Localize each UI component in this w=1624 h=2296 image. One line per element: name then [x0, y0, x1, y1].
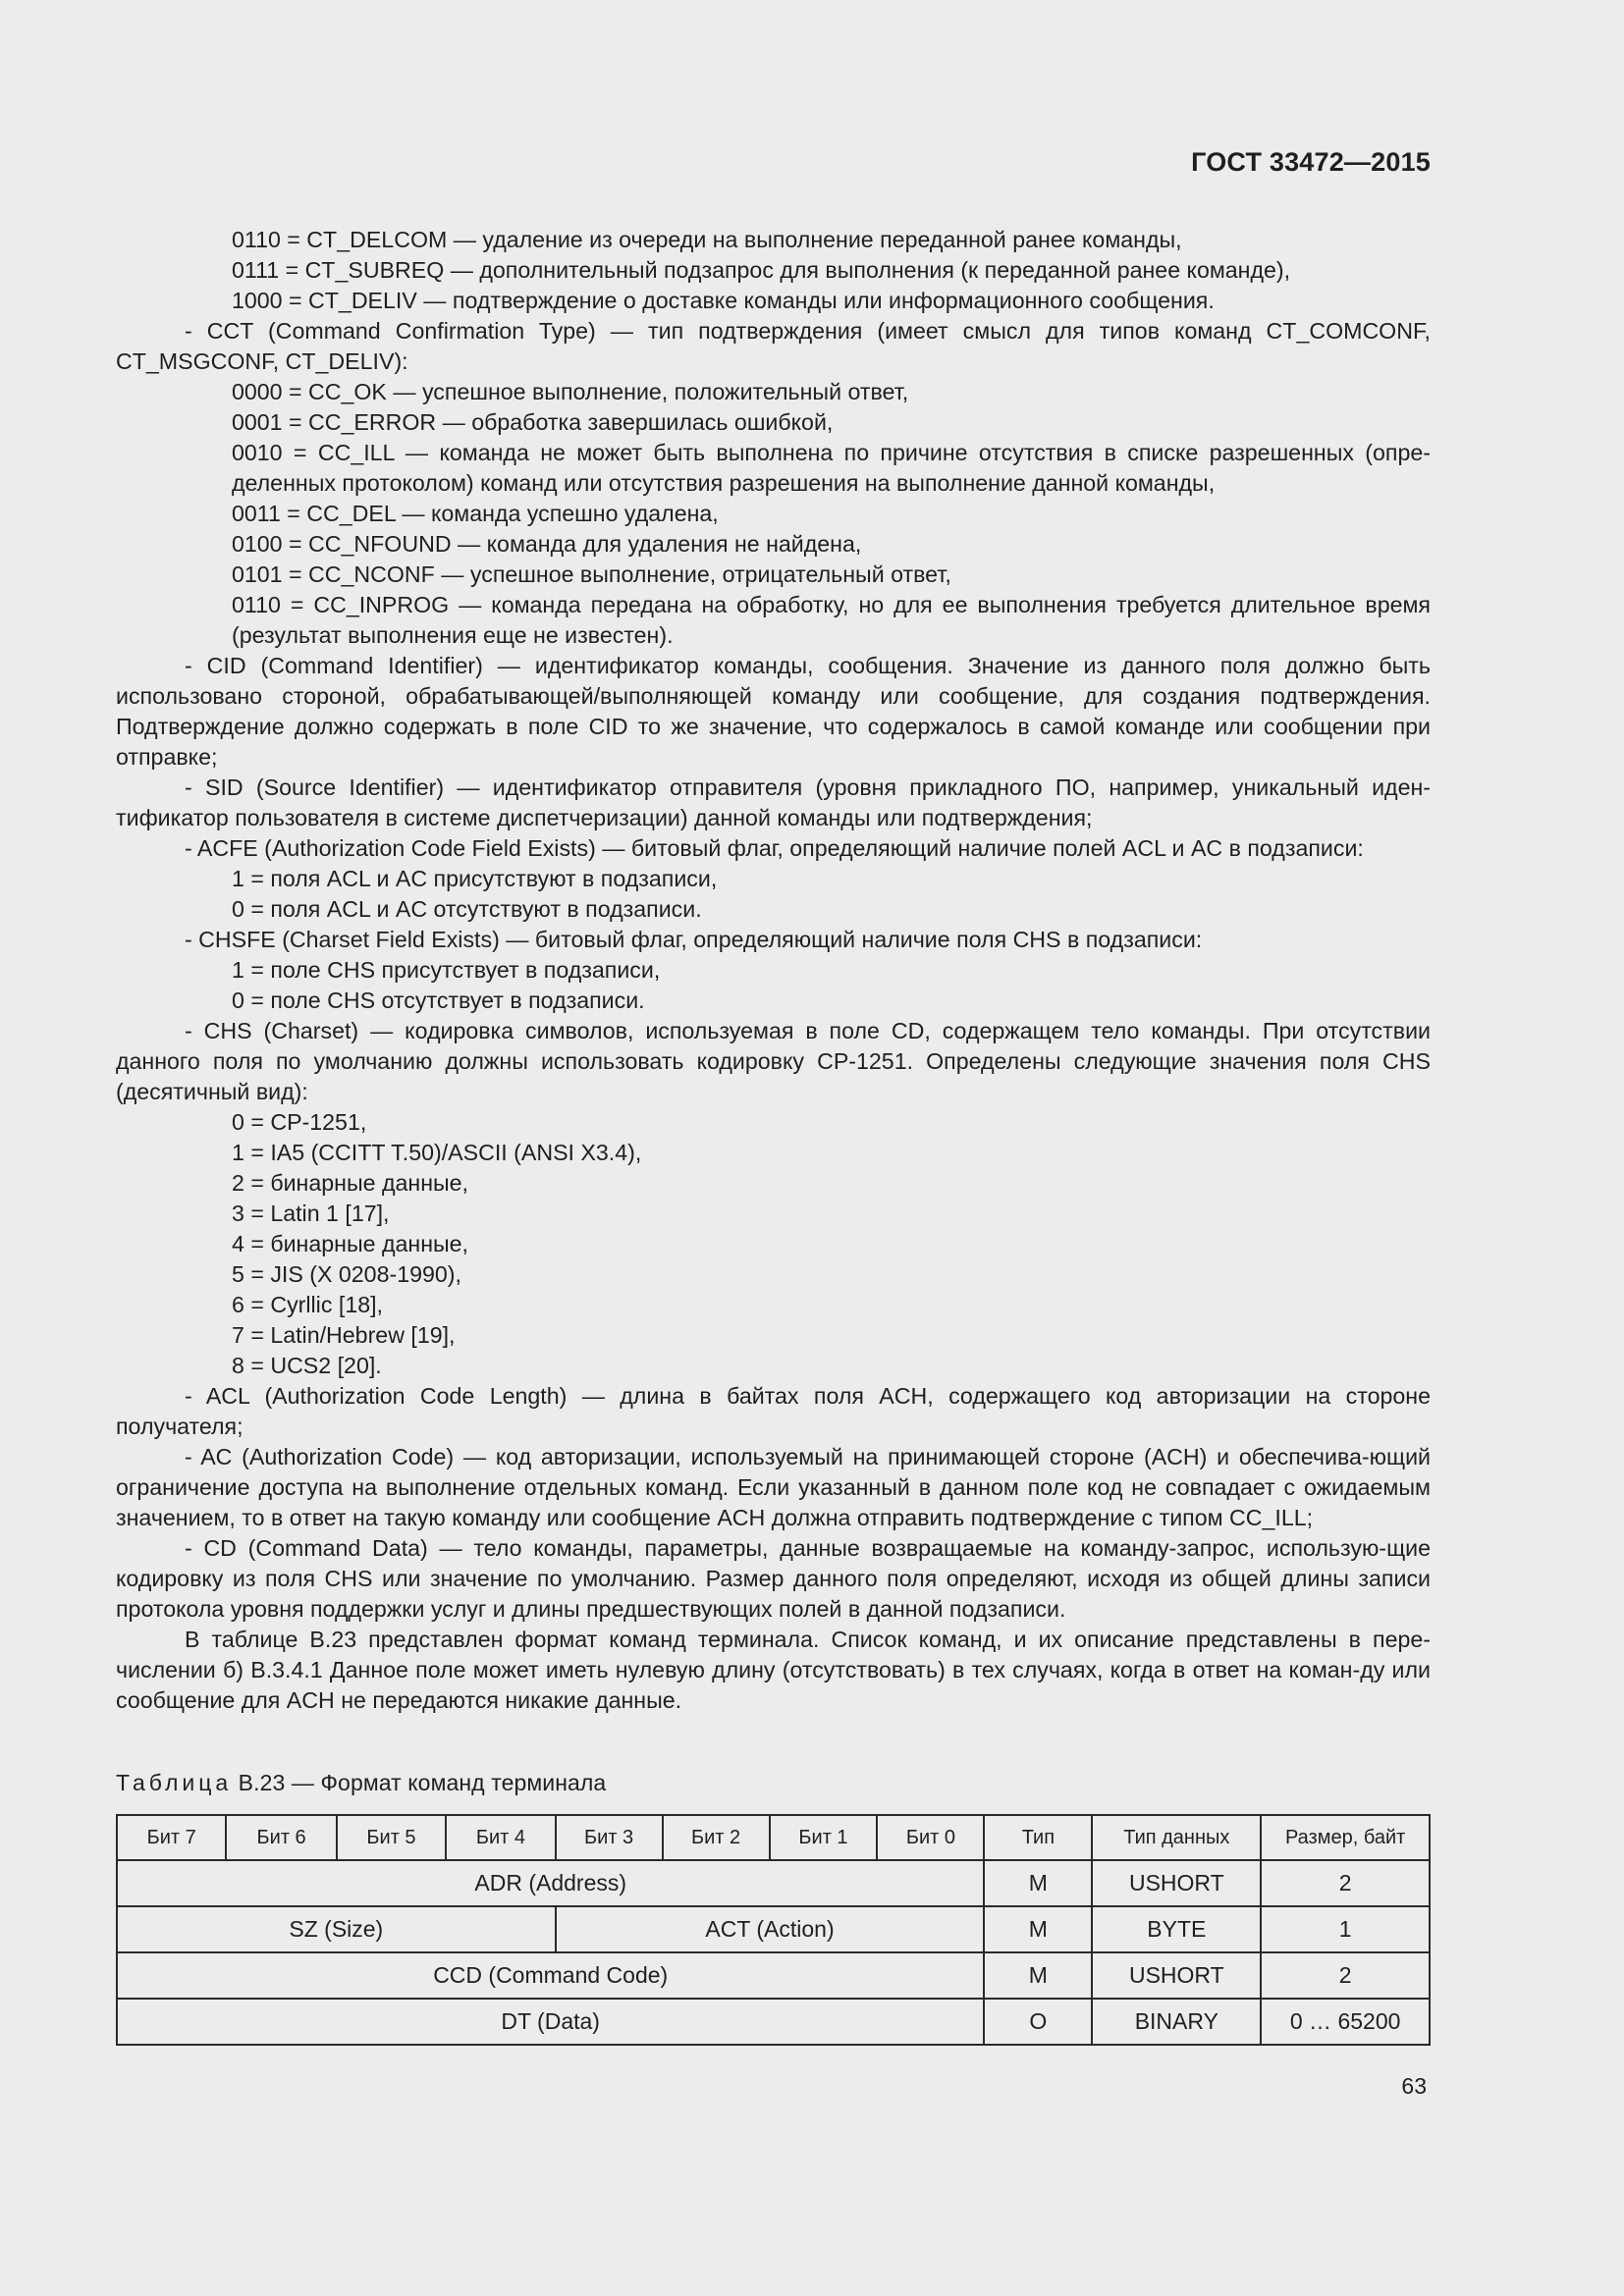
table-header-cell: Тип — [984, 1815, 1092, 1860]
table-cell-type: O — [984, 1999, 1092, 2045]
paragraph: - CID (Command Identifier) — идентификатор команды, сообщения. Значение из данного поля должно быть использовано стороной, обрабатывающей/выполняющей команду или сообщение, для создания подтверждения. Подтверждение должно содержать в поле CID то же значение, что содержалось в самой команде или сообщении при отправке; — [116, 653, 1431, 770]
list-item: 1000 = CT_DELIV — подтверждение о доставке команды или информационного сообщения. — [232, 288, 1215, 313]
paragraph: В таблице В.23 представлен формат команд терминала. Список команд, и их описание представлены в пере-числении б) В.3.4.1 Данное поле может иметь нулевую длину (отсутствовать) в тех случаях, когда в ответ на коман-ду или сообщение для ACH не передаются никакие данные. — [116, 1627, 1431, 1713]
table-header-cell: Бит 0 — [877, 1815, 984, 1860]
table-header-cell: Бит 3 — [556, 1815, 663, 1860]
list-item: 0101 = CC_NCONF — успешное выполнение, отрицательный ответ, — [232, 561, 951, 587]
table-cell-field: SZ (Size) — [117, 1906, 556, 1952]
table-cell-type: M — [984, 1906, 1092, 1952]
table-cell-field: CCD (Command Code) — [117, 1952, 984, 1999]
list-item: 1 = IA5 (CCITT T.50)/ASCII (ANSI X3.4), — [232, 1140, 642, 1165]
paragraph: - CD (Command Data) — тело команды, параметры, данные возвращаемые на команду-запрос, использую-щие кодировку из поля CHS или значение по умолчанию. Размер данного поля определяют, исходя из общей длины записи протокола уровня поддержки услуг и длины предшествующих полей в данной подзаписи. — [116, 1535, 1431, 1622]
table-caption-text: В.23 — Формат команд терминала — [232, 1770, 607, 1795]
table-cell-field: ACT (Action) — [556, 1906, 985, 1952]
table-caption-prefix: Таблица — [116, 1770, 233, 1795]
table-row — [117, 1860, 1430, 1906]
table-row — [117, 1999, 1430, 2045]
list-item: 0011 = CC_DEL — команда успешно удалена, — [232, 501, 719, 526]
document-id-header: ГОСТ 33472—2015 — [1191, 147, 1431, 177]
table-header-row — [117, 1815, 1430, 1860]
paragraph: - CHS (Charset) — кодировка символов, используемая в поле CD, содержащем тело команды. При отсутствии данного поля по умолчанию должны использовать кодировку CP-1251. Определены следующие значения поля CHS (десятичный вид): — [116, 1018, 1431, 1104]
paragraph: - AC (Authorization Code) — код авторизации, используемый на принимающей стороне (ACH) и обеспечива-ющий ограничение доступа на выполнение отдельных команд. Если указанный в данном поле код не совпадает с ожидаемым значением, то в ответ на такую команду или сообщение ACH должна отправить подтверждение с типом CC_ILL; — [116, 1444, 1431, 1530]
list-item: 0 = поля ACL и AC отсутствуют в подзаписи. — [232, 896, 702, 922]
list-item: 0 = поле CHS отсутствует в подзаписи. — [232, 988, 645, 1013]
list-item: 1 = поля ACL и AC присутствуют в подзаписи, — [232, 866, 718, 891]
table-cell-size: 2 — [1261, 1860, 1430, 1906]
table-header-cell: Бит 6 — [226, 1815, 336, 1860]
list-item: 0110 = CC_INPROG — команда передана на обработку, но для ее выполнения требуется длительное время (результат выполнения еще не известен). — [232, 592, 1431, 648]
list-item: 6 = Cyrllic [18], — [232, 1292, 383, 1317]
table-cell-type: M — [984, 1860, 1092, 1906]
list-item: 0000 = CC_OK — успешное выполнение, положительный ответ, — [232, 379, 909, 404]
table-caption — [116, 1770, 606, 1796]
table-cell-type: M — [984, 1952, 1092, 1999]
table-header-cell: Бит 1 — [770, 1815, 878, 1860]
table-cell-size: 2 — [1261, 1952, 1430, 1999]
table-header-cell: Бит 2 — [663, 1815, 770, 1860]
list-item: 0 = CP-1251, — [232, 1109, 367, 1135]
list-item: 0001 = CC_ERROR — обработка завершилась ошибкой, — [232, 409, 834, 435]
list-item: 2 = бинарные данные, — [232, 1170, 469, 1196]
table-cell-size: 1 — [1261, 1906, 1430, 1952]
table-row — [117, 1952, 1430, 1999]
document-body — [116, 225, 1431, 1716]
table-cell-size: 0 … 65200 — [1261, 1999, 1430, 2045]
list-item: 4 = бинарные данные, — [232, 1231, 469, 1256]
list-item: 7 = Latin/Hebrew [19], — [232, 1322, 456, 1348]
list-item: 0111 = CT_SUBREQ — дополнительный подзапрос для выполнения (к переданной ранее команде), — [232, 257, 1291, 283]
table-cell-data-type: BYTE — [1092, 1906, 1261, 1952]
paragraph: - SID (Source Identifier) — идентификатор отправителя (уровня прикладного ПО, например, уникальный иден-тификатор пользователя в системе диспетчеризации) данной команды или подтверждения; — [116, 774, 1431, 830]
table-row — [117, 1906, 1430, 1952]
list-item: 0010 = CC_ILL — команда не может быть выполнена по причине отсутствия в списке разрешенных (опре-деленных протоколом) команд или отсутствия разрешения на выполнение данной команды, — [232, 440, 1431, 496]
table-cell-data-type: USHORT — [1092, 1952, 1261, 1999]
table-header-cell: Бит 7 — [117, 1815, 226, 1860]
table-cell-field: ADR (Address) — [117, 1860, 984, 1906]
list-item: 0110 = CT_DELCOM — удаление из очереди на выполнение переданной ранее команды, — [232, 227, 1182, 252]
paragraph: - CCT (Command Confirmation Type) — тип подтверждения (имеет смысл для типов команд CT_COMCONF, CT_MSGCONF, CT_DELIV): — [116, 318, 1431, 374]
table-cell-data-type: BINARY — [1092, 1999, 1261, 2045]
table-cell-data-type: USHORT — [1092, 1860, 1261, 1906]
list-item: 0100 = CC_NFOUND — команда для удаления не найдена, — [232, 531, 862, 557]
table-header-cell: Бит 4 — [446, 1815, 555, 1860]
table-header-cell: Размер, байт — [1261, 1815, 1430, 1860]
paragraph: - ACL (Authorization Code Length) — длина в байтах поля ACH, содержащего код авторизации на стороне получателя; — [116, 1383, 1431, 1439]
table-header-cell: Бит 5 — [337, 1815, 446, 1860]
table-cell-field: DT (Data) — [117, 1999, 984, 2045]
paragraph: - CHSFE (Charset Field Exists) — битовый флаг, определяющий наличие поля CHS в подзаписи: — [185, 927, 1203, 952]
list-item: 3 = Latin 1 [17], — [232, 1201, 390, 1226]
page-number: 63 — [1401, 2073, 1427, 2099]
list-item: 1 = поле CHS присутствует в подзаписи, — [232, 957, 661, 983]
list-item: 8 = UCS2 [20]. — [232, 1353, 382, 1378]
command-format-table — [116, 1814, 1431, 2046]
list-item: 5 = JIS (X 0208-1990), — [232, 1261, 461, 1287]
table-header-cell: Тип данных — [1092, 1815, 1261, 1860]
paragraph: - ACFE (Authorization Code Field Exists) — битовый флаг, определяющий наличие полей ACL и AC в подзаписи: — [185, 835, 1364, 861]
